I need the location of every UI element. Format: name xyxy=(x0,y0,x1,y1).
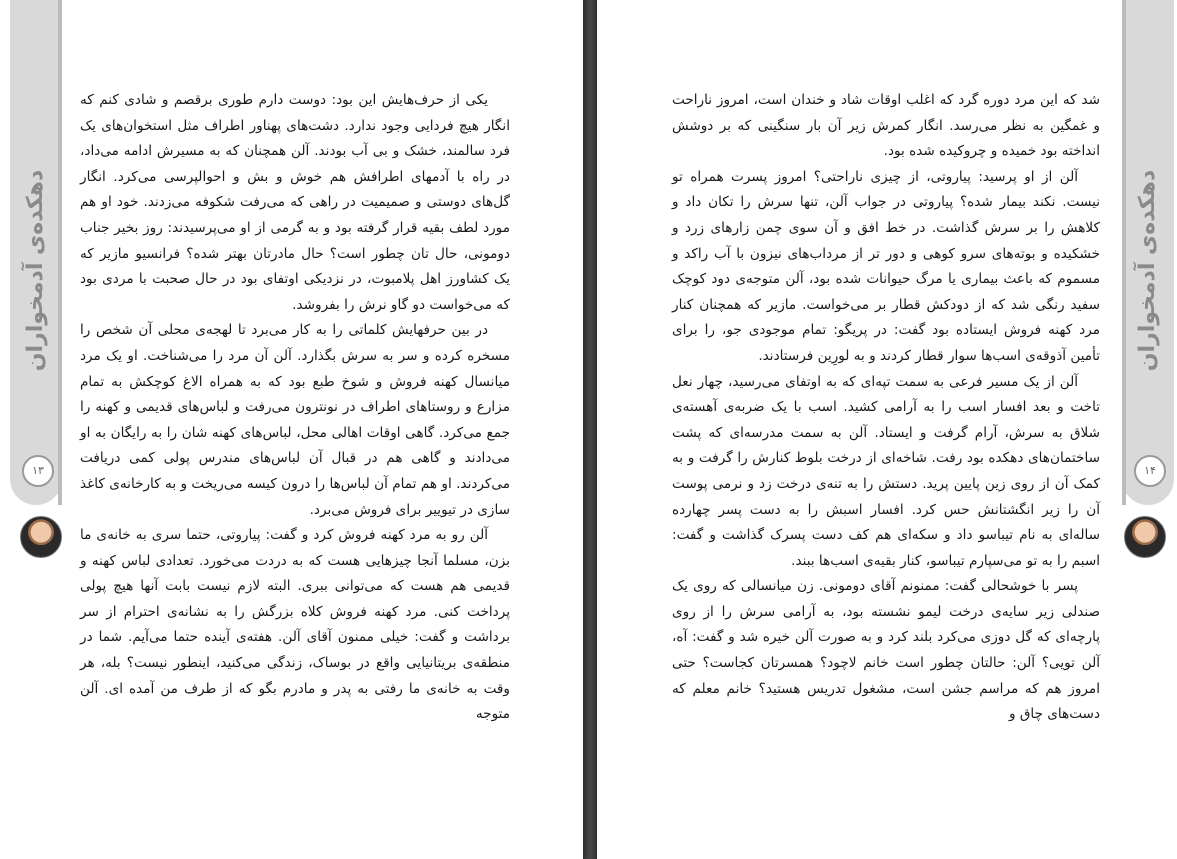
paragraph: آلن رو به مرد کهنه فروش کرد و گفت: پیاروتی، حتما سری به خانه‌ی ما بزن، مسلما آنجا چیزهایی هست که به دردت می‌خورد. تعدادی لباس کهنه و قدیمی هم هست که می‌توانی ببری. البته لازم نیست بابت آنها هیچ پولی پرداخت کنی. مرد کهنه فروش کلاه بزرگش را به نشانه‌ی احترام از سر برداشت و گفت: خیلی ممنون آقای آلن. هفته‌ی آینده حتما می‌آیم. شما در منطقه‌ی بریتانیایی واقع در بوساک، زندگی می‌کنید، اینطور نیست؟ بله، هر وقت به خانه‌ی ما رفتی به پدر و مادرم بگو که از طرف من آمده ای. آلن متوجه xyxy=(80,527,510,723)
book-spine xyxy=(583,0,597,859)
author-avatar xyxy=(1124,516,1166,558)
paragraph: آلن از یک مسیر فرعی به سمت تپه‌ای که به اوتفای می‌رسید، چهار نعل تاخت و بعد افسار اسب را به آرامی کشید. اسب با یک ضربه‌ی آهسته‌ی شلاق به سرش، آرام گرفت و ایستاد. آلن به سمت مدرسه‌ای که پشت ساختمان‌های دهکده بود رفت. شاخه‌ای از درخت بلوط کنارش را گرفت و به کمک آن از روی زین پایین پرید. دستش را به تنه‌ی درخت زد و نرمی پوست آن را زیر انگشتانش حس کرد. افسار اسبش را به دست پسر چهارده ساله‌ای به نام تیباسو داد و سکه‌ای هم کف دست پسرک گذاشت و گفت: اسبم را به تو می‌سپارم تیباسو، کنار بقیه‌ی اسب‌ها ببند. xyxy=(672,373,1100,569)
paragraph: پسر با خوشحالی گفت: ممنونم آقای دومونی. زن میانسالی که روی یک صندلی زیر سایه‌ی درخت لیمو نشسته بود، به آرامی سرش را از روی پارچه‌ای که گل دوزی می‌کرد بلند کرد و به صورت آلن خیره شد و گفت: آه، آلن تویی؟ آلن: حالتان چطور است خانم لاچود؟ همسرتان کجاست؟ حتی امروز هم که مراسم جشن است، مشغول تدریس هستید؟ خانم معلم که دست‌های چاق و xyxy=(672,578,1100,723)
page-text xyxy=(80,88,510,788)
right-page xyxy=(597,0,1177,859)
page-text xyxy=(672,88,1100,788)
book-title-vertical xyxy=(10,160,62,380)
paragraph: شد که این مرد دوره گرد که اغلب اوقات شاد و خندان است، امروز ناراحت و غمگین به نظر می‌رسد. انگار کمرش زیر آن بار سنگینی که بر دوشش انداخته بود خمیده و چروکیده شده بود. xyxy=(672,92,1100,160)
book-title-text: دهکده‌ی آدمخواران xyxy=(23,169,49,371)
page-number: ۱۳ xyxy=(22,455,54,487)
author-avatar xyxy=(20,516,62,558)
right-side-tab xyxy=(1122,0,1174,505)
left-page xyxy=(0,0,583,859)
paragraph: آلن از او پرسید: پیاروتی، از چیزی ناراحتی؟ امروز پسرت همراه تو نیست. نکند بیمار شده؟ پیاروتی در جواب آلن، تنها سرش را تکان داد و کلاهش را بر سرش گذاشت. در خط افق و آن سوی چمن زارهای زرد و خشکیده و بوته‌های سرو کوهی و دور تر از مرداب‌های نیزون با آب راکد و مسموم که باعث بیماری یا مرگ حیوانات شده بود، آلن متوجه‌ی دود کوچک سفید رنگی شد که از دودکش قطار بر می‌خواست. مازیر که همچنان کنار مرد کهنه فروش ایستاده بود گفت: در پریگو: تمام موجودی جو، را برای تأمین آذوقه‌ی اسب‌ها سوار قطار کردند و به لورِین فرستادند. xyxy=(672,168,1100,364)
paragraph: در بین حرفهایش کلماتی را به کار می‌برد تا لهجه‌ی محلی آن شخص را مسخره کرده و سر به سرش بگذارد. آلن آن مرد را می‌شناخت. او یک مرد میانسال کهنه فروش و شوخ طبع بود که به همراه الاغ کوچکش به تمام مزارع و روستاهای اطراف در نونترون می‌رفت و لباس‌های قدیمی و کهنه را جمع می‌کرد. گاهی اوقات اهالی محل، لباس‌های کهنه شان را به رایگان به او می‌دادند و گاهی هم در قبال آن لباس‌های مندرس پولی کمی دریافت می‌کردند. او هم تمام آن لباس‌ها را درون کیسه می‌ریخت و به کارخانه‌ی کاغذ سازی در تیوییر برای فروش می‌برد. xyxy=(80,322,510,518)
book-title-vertical xyxy=(1122,160,1174,380)
paragraph: یکی از حرف‌هایش این بود: دوست دارم طوری برقصم و شادی کنم که انگار هیچ فردایی وجود ندارد. دشت‌های پهناور اطراف مثل استخوان‌های یک فرد سالمند، خشک و بی آب بودند. آلن همچنان که به مسیرش ادامه می‌داد، در راه با آدمهای اطرافش هم خوش و بش و احوالپرسی می‌کرد. انگار گل‌های دوستی و صمیمیت در راهی که می‌رفت شکوفه می‌زدند. خود او هم مورد لطف بقیه قرار گرفته بود و به گرمی از او می‌پرسیدند: روز بخیر جناب دومونی، حال تان چطور است؟ حال مادرتان بهتر شده؟ فرانسیو مازیر که یک کشاورز اهل پلامبوت، در نزدیکی اوتفای بود در حال صحبت با مردی بود که می‌خواست دو گاو نرش را بفروشد. xyxy=(80,92,510,313)
page-number: ۱۴ xyxy=(1134,455,1166,487)
book-title-text: دهکده‌ی آدمخواران xyxy=(1135,169,1161,371)
left-side-tab xyxy=(10,0,62,505)
